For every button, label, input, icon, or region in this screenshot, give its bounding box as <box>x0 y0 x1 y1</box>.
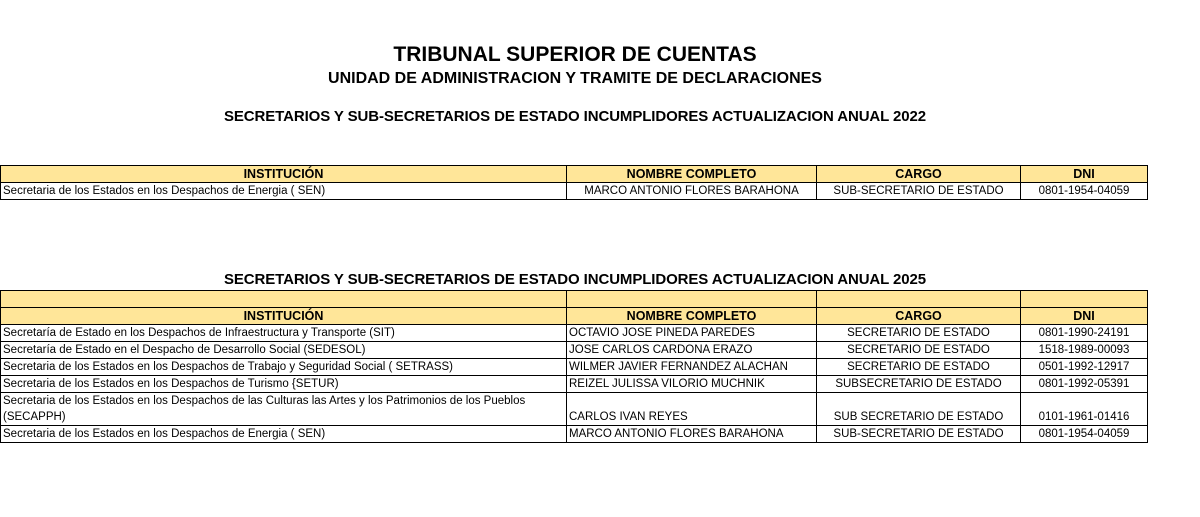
header-spacer-cell <box>567 291 817 308</box>
cell-dni: 0801-1992-05391 <box>1021 376 1148 393</box>
cell-cargo: SECRETARIO DE ESTADO <box>817 342 1021 359</box>
cell-institucion: Secretaria de los Estados en los Despachos de las Culturas las Artes y los Patrimonios de los Pueblos (SECAPPH) <box>1 393 567 426</box>
table-row <box>1 426 1148 443</box>
cell-nombre: CARLOS IVAN REYES <box>567 393 817 426</box>
header-spacer-cell <box>817 291 1021 308</box>
cell-dni: 1518-1989-00093 <box>1021 342 1148 359</box>
header-spacer-cell <box>1021 291 1148 308</box>
cell-dni: 0801-1954-04059 <box>1021 183 1148 200</box>
cell-dni: 0101-1961-01416 <box>1021 393 1148 426</box>
cell-nombre: REIZEL JULISSA VILORIO MUCHNIK <box>567 376 817 393</box>
cell-cargo: SECRETARIO DE ESTADO <box>817 359 1021 376</box>
table-header-row <box>1 308 1148 325</box>
cell-cargo: SUBSECRETARIO DE ESTADO <box>817 376 1021 393</box>
cell-nombre: JOSE CARLOS CARDONA ERAZO <box>567 342 817 359</box>
header-spacer-cell <box>1 291 567 308</box>
table-2022 <box>0 165 1148 200</box>
organization-title: TRIBUNAL SUPERIOR DE CUENTAS <box>393 43 757 66</box>
unit-subtitle: UNIDAD DE ADMINISTRACION Y TRAMITE DE DECLARACIONES <box>328 70 822 87</box>
cell-cargo: SUB SECRETARIO DE ESTADO <box>817 393 1021 426</box>
cell-dni: 0501-1992-12917 <box>1021 359 1148 376</box>
column-header-institucion: INSTITUCIÓN <box>1 308 567 325</box>
cell-institucion: Secretaria de los Estados en los Despachos de Energia ( SEN) <box>1 183 567 200</box>
cell-institucion: Secretaria de los Estados en los Despachos de Trabajo y Seguridad Social ( SETRASS) <box>1 359 567 376</box>
table-header-row <box>1 166 1148 183</box>
column-header-dni: DNI <box>1021 166 1148 183</box>
cell-dni: 0801-1990-24191 <box>1021 325 1148 342</box>
table-row <box>1 325 1148 342</box>
cell-institucion: Secretaría de Estado en los Despachos de Infraestructura y Transporte (SIT) <box>1 325 567 342</box>
cell-cargo: SUB-SECRETARIO DE ESTADO <box>817 183 1021 200</box>
table-2022-title: SECRETARIOS Y SUB-SECRETARIOS DE ESTADO INCUMPLIDORES ACTUALIZACION ANUAL 2022 <box>224 108 926 125</box>
column-header-nombre: NOMBRE COMPLETO <box>567 166 817 183</box>
cell-institucion: Secretaria de los Estados en los Despachos de Energia ( SEN) <box>1 426 567 443</box>
column-header-dni: DNI <box>1021 308 1148 325</box>
table-row <box>1 393 1148 426</box>
column-header-institucion: INSTITUCIÓN <box>1 166 567 183</box>
cell-nombre: WILMER JAVIER FERNANDEZ ALACHAN <box>567 359 817 376</box>
column-header-cargo: CARGO <box>817 308 1021 325</box>
column-header-cargo: CARGO <box>817 166 1021 183</box>
cell-cargo: SUB-SECRETARIO DE ESTADO <box>817 426 1021 443</box>
table-row <box>1 183 1148 200</box>
table-2025-title: SECRETARIOS Y SUB-SECRETARIOS DE ESTADO INCUMPLIDORES ACTUALIZACION ANUAL 2025 <box>224 271 926 288</box>
table-row <box>1 359 1148 376</box>
column-header-nombre: NOMBRE COMPLETO <box>567 308 817 325</box>
cell-cargo: SECRETARIO DE ESTADO <box>817 325 1021 342</box>
cell-nombre: MARCO ANTONIO FLORES BARAHONA <box>567 426 817 443</box>
cell-nombre: MARCO ANTONIO FLORES BARAHONA <box>567 183 817 200</box>
table-header-spacer-row <box>1 291 1148 308</box>
table-row <box>1 376 1148 393</box>
cell-dni: 0801-1954-04059 <box>1021 426 1148 443</box>
cell-institucion: Secretaria de los Estados en los Despachos de Turismo {SETUR) <box>1 376 567 393</box>
cell-institucion: Secretaría de Estado en el Despacho de Desarrollo Social (SEDESOL) <box>1 342 567 359</box>
table-2025 <box>0 290 1148 443</box>
cell-nombre: OCTAVIO JOSE PINEDA PAREDES <box>567 325 817 342</box>
table-row <box>1 342 1148 359</box>
